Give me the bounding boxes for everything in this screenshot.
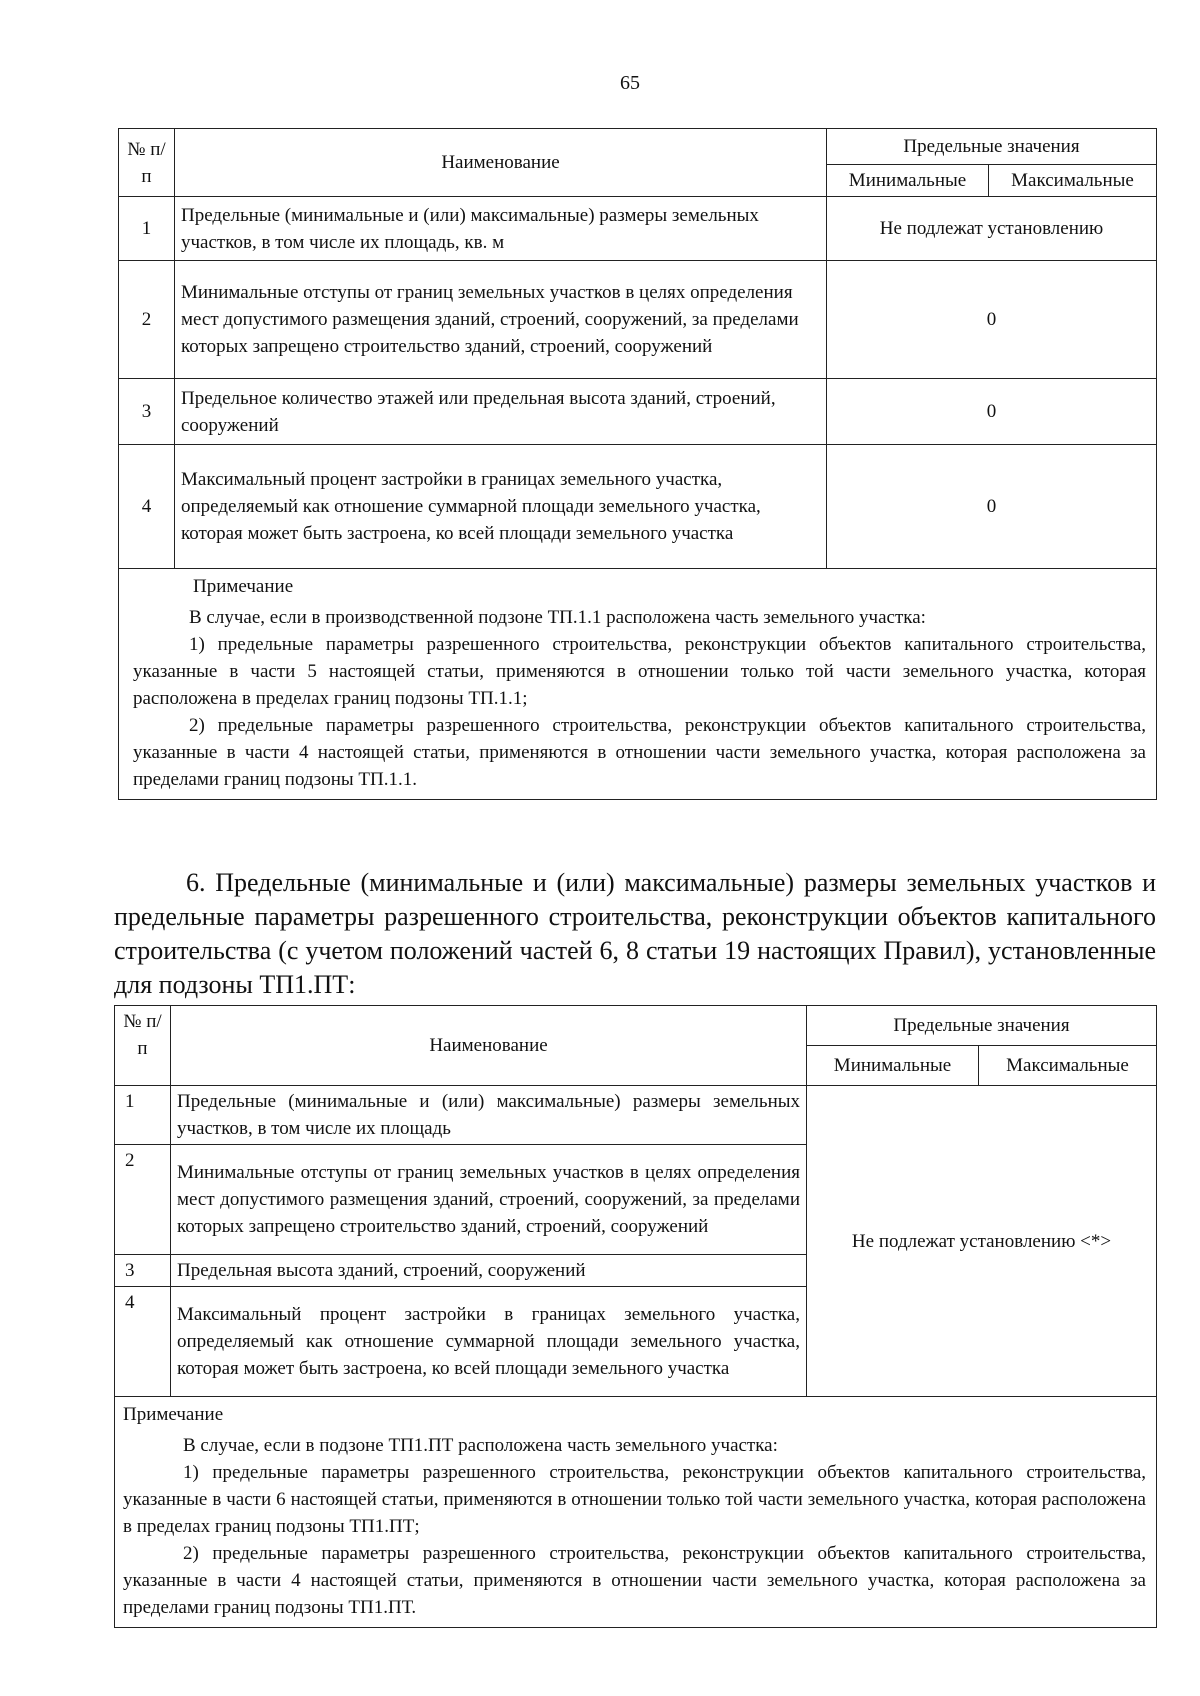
table-row bbox=[119, 261, 1157, 379]
row-num: 2 bbox=[115, 1145, 171, 1255]
table-header-row bbox=[119, 129, 1157, 165]
note-paragraph: 1) предельные параметры разрешенного строительства, реконструкции объектов капитального строительства, указанные в части 6 настоящей статьи, применяются в отношении только той части земельного участка, которая расположена в пределах границ подзоны ТП1.ПТ; bbox=[123, 1462, 1146, 1537]
row-name: Минимальные отступы от границ земельных участков в целях определения мест допустимого размещения зданий, строений, сооружений, за пределами которых запрещено строительство зданий, строений, сооружений bbox=[175, 261, 827, 379]
section-paragraph: 6. Предельные (минимальные и (или) максимальные) размеры земельных участков и предельные параметры разрешенного строительства, реконструкции объектов капитального строительства (с учетом положений частей 6, 8 статьи 19 настоящих Правил), установленные для подзоны ТП1.ПТ: bbox=[114, 868, 1156, 999]
header-limits: Предельные значения bbox=[807, 1006, 1157, 1046]
row-name: Предельные (минимальные и (или) максимальные) размеры земельных участков, в том числе их площадь bbox=[171, 1086, 807, 1145]
row-value: 0 bbox=[827, 445, 1157, 569]
header-limits: Предельные значения bbox=[827, 129, 1157, 165]
note-row bbox=[115, 1397, 1157, 1628]
note-title: Примечание bbox=[123, 1404, 224, 1425]
row-name: Максимальный процент застройки в границах земельного участка, определяемый как отношение суммарной площади земельного участка, которая может быть застроена, ко всей площади земельного участка bbox=[175, 445, 827, 569]
note-paragraph: В случае, если в производственной подзоне ТП.1.1 расположена часть земельного участка: bbox=[189, 607, 926, 628]
row-value: 0 bbox=[827, 261, 1157, 379]
note-paragraph: 2) предельные параметры разрешенного строительства, реконструкции объектов капитального строительства, указанные в части 4 настоящей статьи, применяются в отношении части земельного участка, которая расположена за пределами границ подзоны ТП1.ПТ. bbox=[123, 1543, 1146, 1618]
header-num: № п/п bbox=[119, 129, 175, 197]
merged-value: Не подлежат установлению <*> bbox=[807, 1086, 1157, 1397]
table-header-row bbox=[115, 1006, 1157, 1046]
header-name: Наименование bbox=[171, 1006, 807, 1086]
header-max: Максимальные bbox=[989, 165, 1157, 197]
row-num: 1 bbox=[115, 1086, 171, 1145]
row-num: 1 bbox=[119, 197, 175, 261]
row-name: Максимальный процент застройки в границах земельного участка, определяемый как отношение суммарной площади земельного участка, которая может быть застроена, ко всей площади земельного участка bbox=[171, 1287, 807, 1397]
note-paragraph: 2) предельные параметры разрешенного строительства, реконструкции объектов капитального строительства, указанные в части 4 настоящей статьи, применяются в отношении части земельного участка, которая расположена за пределами границ подзоны ТП.1.1. bbox=[133, 715, 1146, 790]
page-number: 65 bbox=[620, 72, 640, 94]
row-value: 0 bbox=[827, 379, 1157, 445]
row-num: 4 bbox=[115, 1287, 171, 1397]
header-num: № п/п bbox=[115, 1006, 171, 1086]
note-cell bbox=[115, 1397, 1157, 1628]
row-value: Не подлежат установлению bbox=[827, 197, 1157, 261]
table-row bbox=[115, 1086, 1157, 1145]
row-name: Минимальные отступы от границ земельных участков в целях определения мест допустимого размещения зданий, строений, сооружений, за пределами которых запрещено строительство зданий, строений, сооружений bbox=[171, 1145, 807, 1255]
limits-table-tp1pt bbox=[114, 1005, 1157, 1628]
header-max: Максимальные bbox=[979, 1046, 1157, 1086]
note-paragraph: 1) предельные параметры разрешенного строительства, реконструкции объектов капитального строительства, указанные в части 5 настоящей статьи, применяются в отношении только той части земельного участка, которая расположена в пределах границ подзоны ТП.1.1; bbox=[133, 634, 1146, 709]
header-min: Минимальные bbox=[827, 165, 989, 197]
header-min: Минимальные bbox=[807, 1046, 979, 1086]
note-cell bbox=[119, 569, 1157, 800]
row-num: 3 bbox=[119, 379, 175, 445]
note-title: Примечание bbox=[193, 576, 294, 597]
row-num: 2 bbox=[119, 261, 175, 379]
note-paragraph: В случае, если в подзоне ТП1.ПТ расположена часть земельного участка: bbox=[183, 1435, 778, 1456]
table-row bbox=[119, 197, 1157, 261]
table-row bbox=[119, 445, 1157, 569]
row-num: 3 bbox=[115, 1255, 171, 1287]
row-name: Предельная высота зданий, строений, сооружений bbox=[171, 1255, 807, 1287]
header-name: Наименование bbox=[175, 129, 827, 197]
table-row bbox=[119, 379, 1157, 445]
row-num: 4 bbox=[119, 445, 175, 569]
note-row bbox=[119, 569, 1157, 800]
row-name: Предельное количество этажей или предельная высота зданий, строений, сооружений bbox=[175, 379, 827, 445]
limits-table-tp11 bbox=[118, 128, 1157, 800]
row-name: Предельные (минимальные и (или) максимальные) размеры земельных участков, в том числе их площадь, кв. м bbox=[175, 197, 827, 261]
